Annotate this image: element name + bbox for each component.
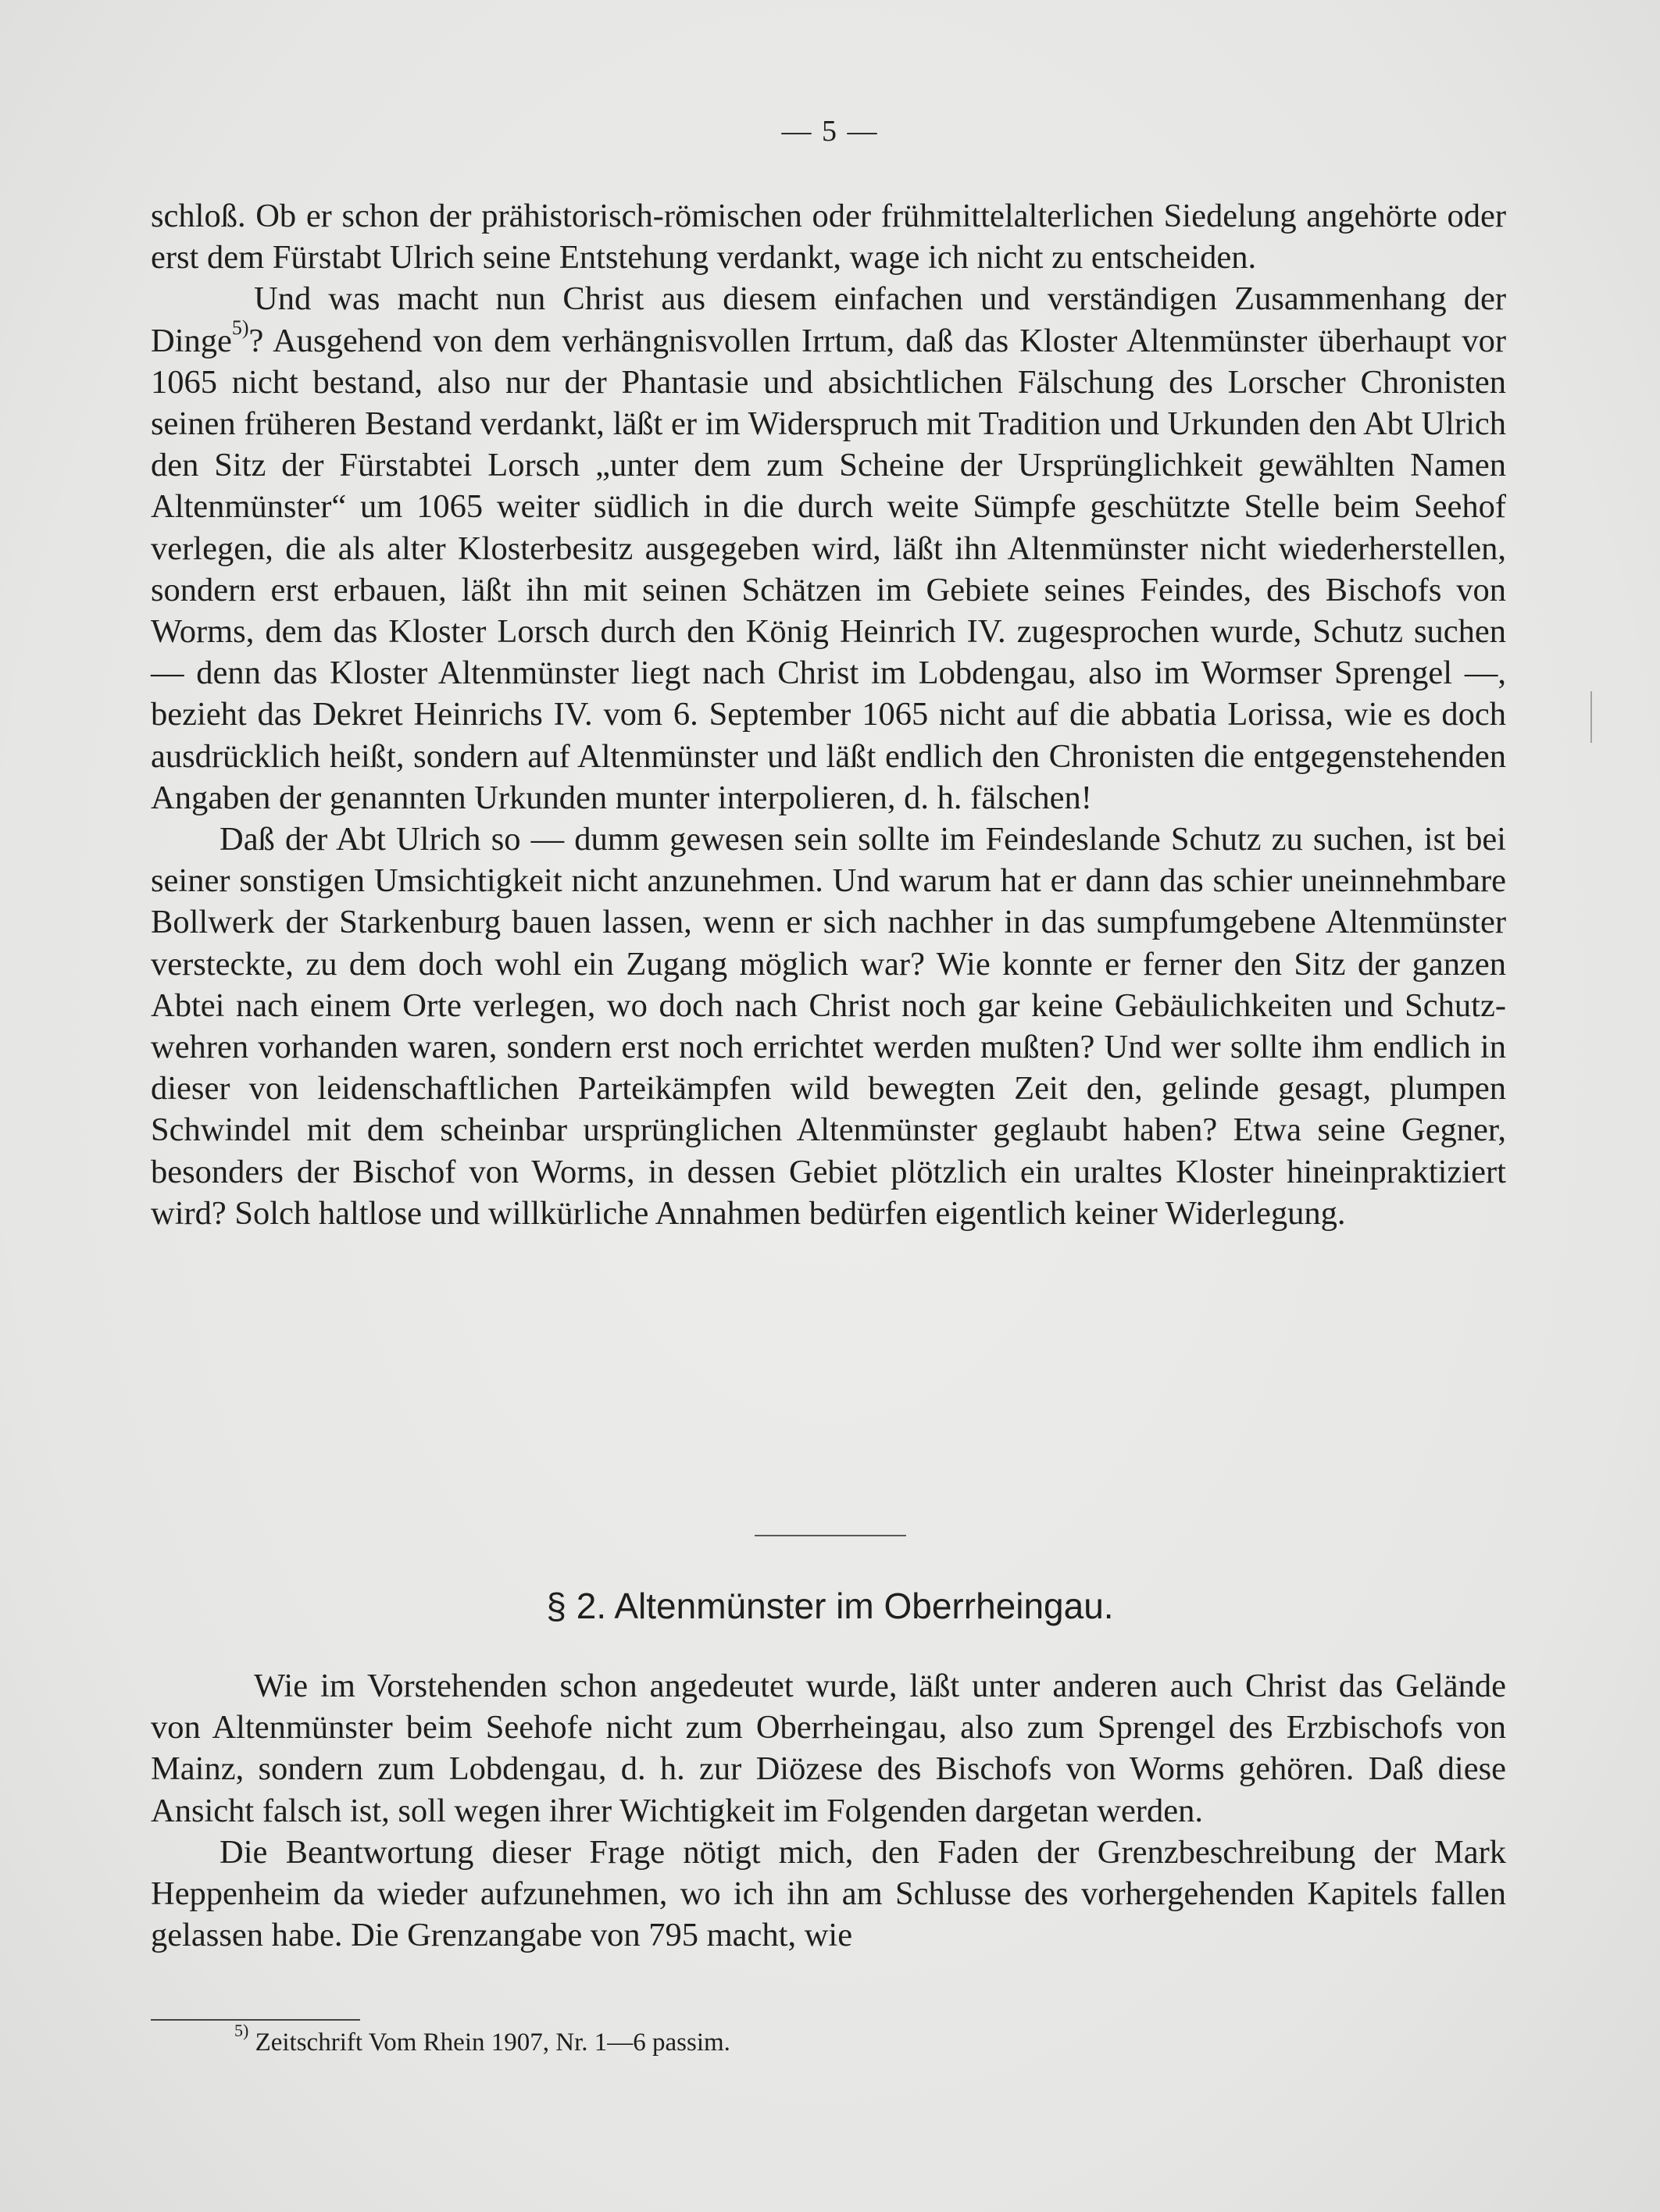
paragraph — [151, 819, 1506, 1234]
section-divider — [755, 1535, 906, 1536]
paragraph: Die Beantwortung dieser Frage nötigt mich, den Faden der Grenzbeschreibung der Mark Heppenheim da wieder aufzunehmen, wo ich ihn am Schlusse des vorhergehenden Kapitels fallen gelassen habe. Die Grenzangabe von 795 macht, wie — [151, 1833, 1506, 1954]
paragraph-text: Daß der Abt Ulrich so — dumm gewesen sein sollte im Feindeslande Schutz zu suchen, ist bei seiner sonstigen Umsichtigkeit nicht anzunehmen. Und warum hat er dann das schier uneinnehmbare Bollwerk der Starkenburg bauen lassen, wenn er sich nachher in das sumpfumgebene Altenmünster versteckte, zu dem doch wohl ein Zugang möglich war? Wie konnte er ferner den Sitz der ganzen Abtei nach einem Orte verlegen, wo doch nach Christ noch gar keine Gebäulichkeiten und Schutzwehren vorhanden waren, sondern erst noch errichtet werden mußten? Und wer sollte ihm endlich in dieser von leidenschaftlichen Parteikämpfen wild bewegten Zeit den, gelinde gesagt, plumpen Schwindel mit dem scheinbar ursprünglichen Altenmünster geglaubt haben? Etwa seine Gegner, besonders der Bischof von Worms, in dessen Gebiet plötzlich ein uraltes Kloster hineinpraktiziert wird? Solch haltlose und willkürliche Annahmen bedürfen eigentlich keiner Widerlegung. — [151, 821, 1506, 1232]
page-number: — 5 — — [781, 115, 879, 148]
paragraph — [151, 278, 1506, 819]
footnote-text: Zeitschrift Vom Rhein 1907, Nr. 1—6 passim. — [255, 2028, 730, 2057]
footnote-marker: 5) — [234, 2021, 249, 2040]
paragraph-text: ? Ausgehend von dem verhängnisvollen Irrtum, daß das Kloster Altenmünster überhaupt vor 1065 nicht bestand, also nur der Phantasie und absichtlichen Fälschung des Lorscher Chronisten seinen früheren Bestand verdankt, läßt er im Widerspruch mit Tradition und Urkunden den Abt Ulrich den Sitz der Fürstabtei Lorsch „unter dem zum Scheine der Ursprünglichkeit gewählten Namen Altenmünster“ um 1065 weiter südlich in die durch weite Sümpfe geschützte Stelle beim Seehof verlegen, die als alter Klosterbesitz ausgegeben wird, läßt ihn Altenmünster nicht wiederherstellen, sondern erst erbauen, läßt ihn mit seinen Schätzen im Gebiete seines Feindes, des Bischofs von Worms, dem das Kloster Lorsch durch den König Heinrich IV. zugesprochen wurde, Schutz suchen — denn das Kloster Altenmünster liegt nach Christ im Lobdengau, also im Wormser Sprengel —, bezieht das Dekret Heinrichs IV. vom 6. September 1065 nicht auf die abbatia Lorissa, wie es doch ausdrücklich heißt, sondern auf Altenmünster und läßt endlich den Chronisten die entgegenstehenden Angaben der genannten Urkunden munter interpolieren, d. h. fälschen! — [151, 322, 1506, 816]
body-text-section-2 — [151, 1665, 1506, 1956]
footnote-rule — [151, 2019, 360, 2021]
footnote — [234, 2021, 730, 2059]
paragraph-text: Und was macht nun Christ aus diesem einfachen und verständigen Zusammenhang der Dinge — [151, 280, 1506, 359]
section-heading: § 2. Altenmünster im Oberrheingau. — [546, 1586, 1114, 1626]
paragraph — [151, 195, 1506, 278]
paragraph: Wie im Vorstehenden schon angedeutet wurde, läßt unter anderen auch Christ das Gelände von Altenmünster beim Seehofe nicht zum Oberrheingau, also zum Sprengel des Erzbischofs von Mainz, sondern zum Lobdengau, d. h. zur Diözese des Bischofs von Worms gehören. Daß diese Ansicht falsch ist, soll wegen ihrer Wichtigkeit im Folgenden dargetan werden. — [151, 1668, 1506, 1829]
body-text-section-1 — [151, 195, 1506, 1234]
footnote-reference: 5) — [231, 316, 249, 339]
paragraph-text: schloß. Ob er schon der prähistorisch-römischen oder frühmittelalterlichen Siedelung angehörte oder erst dem Fürstabt Ulrich seine Entstehung verdankt, wage ich nicht zu entscheiden. — [151, 198, 1506, 276]
margin-mark — [1590, 691, 1592, 743]
